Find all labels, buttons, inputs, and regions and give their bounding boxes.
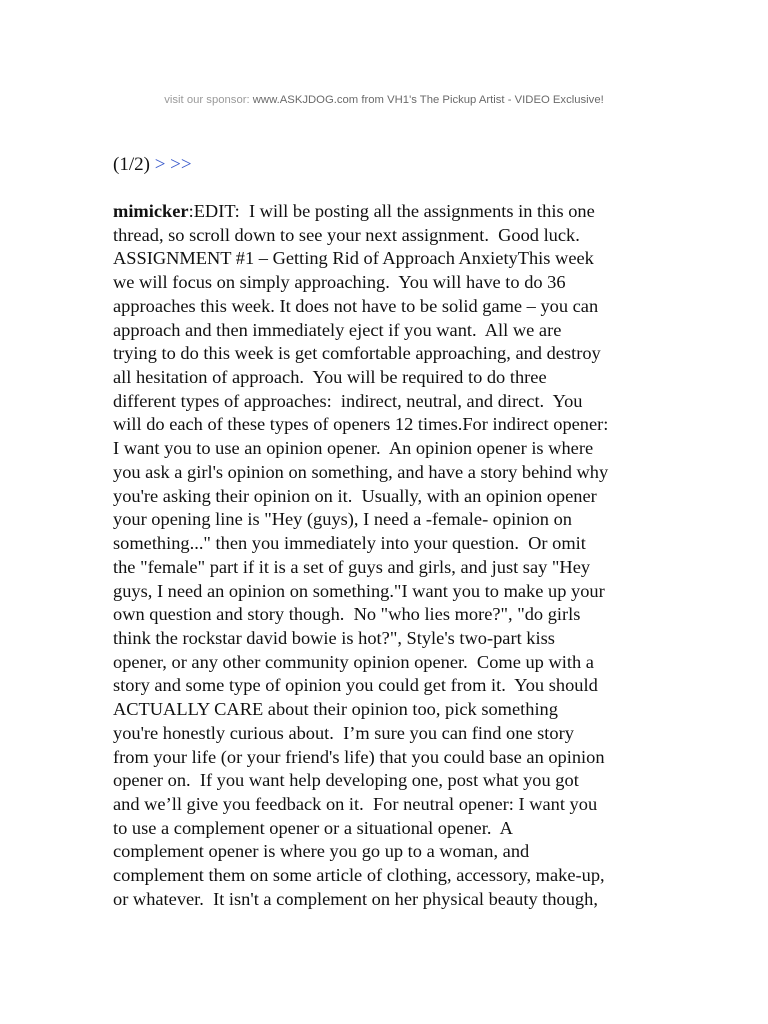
post-text-line: approaches this week. It does not have to be solid game – you can <box>113 295 599 316</box>
post-text: :EDIT: I will be posting all the assignments in this one <box>188 201 595 221</box>
post-text-line: approach and then immediately eject if you want. All we are <box>113 319 562 340</box>
post-text-line: I want you to use an opinion opener. An opinion opener is where <box>113 438 594 459</box>
post-text-line: think the rockstar david bowie is hot?", Style's two-part kiss <box>113 627 555 648</box>
pagination <box>113 153 192 177</box>
post-text-line: and we’ll give you feedback on it. For neutral opener: I want you <box>113 793 598 814</box>
next-page-link[interactable]: > >> <box>154 154 192 175</box>
post-text-line: will do each of these types of openers 12 times.For indirect opener: <box>113 414 609 435</box>
post-text-line: we will focus on simply approaching. You will have to do 36 <box>113 272 566 293</box>
post-text-line: or whatever. It isn't a complement on her physical beauty though, <box>113 888 598 909</box>
post-text-line: you're asking their opinion on it. Usually, with an opinion opener <box>113 485 597 506</box>
post-text-line: your opening line is "Hey (guys), I need a -female- opinion on <box>113 509 572 530</box>
post-text-line: ACTUALLY CARE about their opinion too, pick something <box>113 699 558 720</box>
page-indicator: (1/2) <box>113 154 155 175</box>
post-body <box>113 200 608 912</box>
post-text-line: guys, I need an opinion on something."I want you to make up your <box>113 580 605 601</box>
post-text-line: complement opener is where you go up to a woman, and <box>113 841 530 862</box>
post-text-line: you're honestly curious about. I’m sure you can find one story <box>113 722 574 743</box>
post-text-line: to use a complement opener or a situational opener. A <box>113 817 513 838</box>
sponsor-banner <box>0 93 768 107</box>
post-text-line: complement them on some article of clothing, accessory, make-up, <box>113 865 605 886</box>
post-text-line: different types of approaches: indirect, neutral, and direct. You <box>113 390 583 411</box>
post-text-line: ASSIGNMENT #1 – Getting Rid of Approach AnxietyThis week <box>113 248 594 269</box>
sponsor-link[interactable]: www.ASKJDOG.com from VH1's The Pickup Artist - VIDEO Exclusive! <box>252 94 604 106</box>
post-text-line: you ask a girl's opinion on something, and have a story behind why <box>113 461 609 482</box>
sponsor-prefix: visit our sponsor: <box>164 94 253 106</box>
post-text-line: thread, so scroll down to see your next assignment. Good luck. <box>113 224 580 245</box>
post-text-line: story and some type of opinion you could get from it. You should <box>113 675 598 696</box>
post-text-line: from your life (or your friend's life) that you could base an opinion <box>113 746 605 767</box>
post-author: mimicker <box>113 201 189 221</box>
post-text-line: the "female" part if it is a set of guys and girls, and just say "Hey <box>113 556 591 577</box>
post-text-line: all hesitation of approach. You will be required to do three <box>113 367 547 388</box>
post-text-line: opener, or any other community opinion opener. Come up with a <box>113 651 594 672</box>
post-text-line: opener on. If you want help developing one, post what you got <box>113 770 579 791</box>
post-text-line: trying to do this week is get comfortable approaching, and destroy <box>113 343 601 364</box>
post-text-line <box>113 200 608 224</box>
post-text-line: own question and story though. No "who lies more?", "do girls <box>113 604 581 625</box>
post-text-line: something..." then you immediately into your question. Or omit <box>113 533 586 554</box>
